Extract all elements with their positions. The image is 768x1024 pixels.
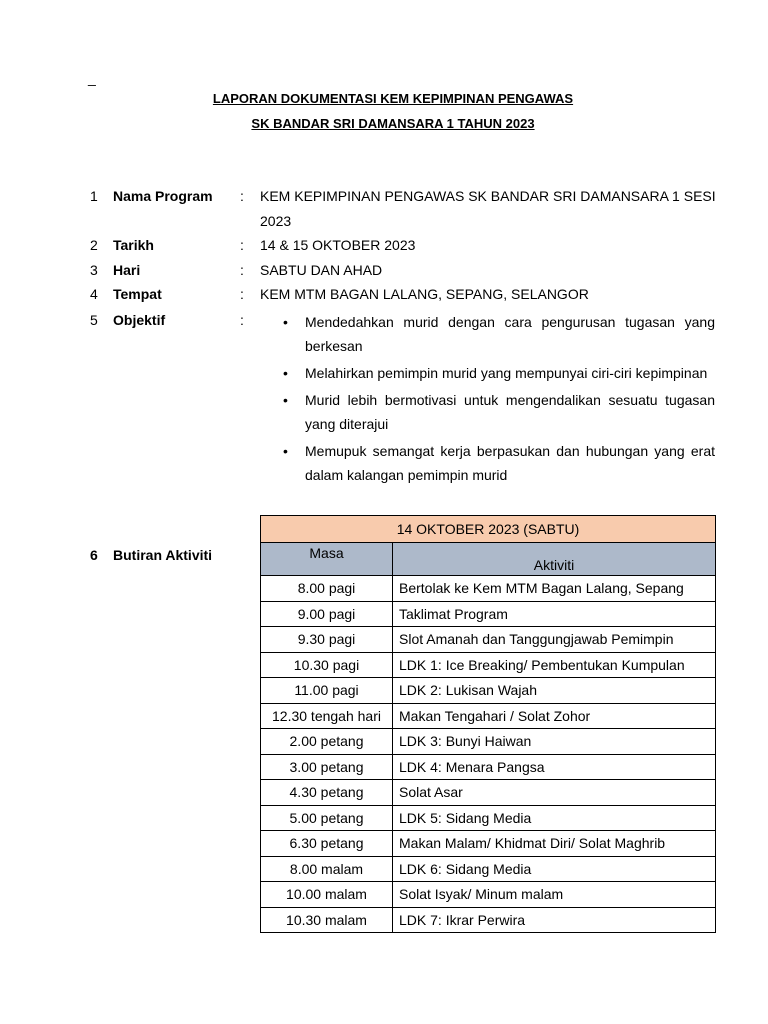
table-row	[261, 703, 716, 729]
cell-activity: LDK 1: Ice Breaking/ Pembentukan Kumpulan	[393, 652, 716, 678]
cell-time: 11.00 pagi	[261, 678, 393, 704]
cell-activity: LDK 5: Sidang Media	[393, 805, 716, 831]
value-date: 14 & 15 OKTOBER 2023	[260, 237, 416, 253]
colon: :	[240, 286, 244, 302]
objective-text: Memupuk semangat kerja berpasukan dan hubungan yang erat dalam kalangan pemimpin murid	[305, 443, 715, 483]
label-activity-details: Butiran Aktiviti	[113, 547, 213, 563]
schedule-day-header: 14 OKTOBER 2023 (SABTU)	[261, 516, 716, 543]
item-number-2: 2	[90, 237, 98, 253]
list-item	[283, 361, 715, 385]
label-program-name: Nama Program	[113, 188, 213, 204]
value-day: SABTU DAN AHAD	[260, 262, 383, 278]
table-row	[261, 754, 716, 780]
table-row	[261, 601, 716, 627]
colon: :	[240, 262, 244, 278]
label-objectives: Objektif	[113, 312, 166, 328]
cell-time: 12.30 tengah hari	[261, 703, 393, 729]
cell-time: 3.00 petang	[261, 754, 393, 780]
cell-activity: Taklimat Program	[393, 601, 716, 627]
cell-activity: LDK 7: Ikrar Perwira	[393, 907, 716, 933]
label-day: Hari	[113, 262, 141, 278]
column-header-time: Masa	[261, 543, 393, 576]
table-row	[261, 729, 716, 755]
objectives-list	[283, 310, 715, 490]
list-item	[283, 388, 715, 436]
table-row	[261, 576, 716, 602]
table-row	[261, 627, 716, 653]
table-row	[261, 678, 716, 704]
cell-time: 8.00 malam	[261, 856, 393, 882]
bullet-icon: •	[283, 314, 288, 330]
cell-activity: LDK 4: Menara Pangsa	[393, 754, 716, 780]
column-header-activity: Aktiviti	[393, 543, 716, 576]
cell-time: 4.30 petang	[261, 780, 393, 806]
label-venue: Tempat	[113, 286, 162, 302]
cell-activity: Slot Amanah dan Tanggungjawab Pemimpin	[393, 627, 716, 653]
bullet-icon: •	[283, 365, 288, 381]
cell-activity: Bertolak ke Kem MTM Bagan Lalang, Sepang	[393, 576, 716, 602]
table-row	[261, 882, 716, 908]
objective-text: Murid lebih bermotivasi untuk mengendalikan sesuatu tugasan yang diterajui	[305, 392, 715, 432]
item-number-1: 1	[90, 188, 98, 204]
objective-text: Melahirkan pemimpin murid yang mempunyai ciri-ciri kepimpinan	[305, 365, 708, 381]
item-number-4: 4	[90, 286, 98, 302]
item-number-5: 5	[90, 312, 98, 328]
table-row	[261, 780, 716, 806]
colon: :	[240, 237, 244, 253]
cell-activity: Makan Malam/ Khidmat Diri/ Solat Maghrib	[393, 831, 716, 857]
bullet-icon: •	[283, 392, 288, 408]
objective-text: Mendedahkan murid dengan cara pengurusan tugasan yang berkesan	[305, 314, 715, 354]
cell-time: 5.00 petang	[261, 805, 393, 831]
list-item	[283, 310, 715, 358]
table-row	[261, 907, 716, 933]
cell-time: 10.30 malam	[261, 907, 393, 933]
table-row	[261, 805, 716, 831]
cell-activity: LDK 3: Bunyi Haiwan	[393, 729, 716, 755]
cell-time: 8.00 pagi	[261, 576, 393, 602]
colon: :	[240, 312, 244, 328]
item-number-3: 3	[90, 262, 98, 278]
activity-schedule-table	[260, 515, 716, 933]
cell-time: 9.30 pagi	[261, 627, 393, 653]
cell-activity: LDK 2: Lukisan Wajah	[393, 678, 716, 704]
bullet-icon: •	[283, 443, 288, 459]
cell-activity: Solat Asar	[393, 780, 716, 806]
value-program-name: KEM KEPIMPINAN PENGAWAS SK BANDAR SRI DAMANSARA 1 SESI 2023	[260, 188, 716, 229]
cell-activity: LDK 6: Sidang Media	[393, 856, 716, 882]
list-item	[283, 439, 715, 487]
top-dash: _	[88, 70, 96, 86]
label-date: Tarikh	[113, 237, 154, 253]
cell-time: 2.00 petang	[261, 729, 393, 755]
item-number-6: 6	[90, 547, 98, 563]
cell-activity: Makan Tengahari / Solat Zohor	[393, 703, 716, 729]
table-row	[261, 856, 716, 882]
table-row	[261, 831, 716, 857]
value-venue: KEM MTM BAGAN LALANG, SEPANG, SELANGOR	[260, 286, 589, 302]
document-title: LAPORAN DOKUMENTASI KEM KEPIMPINAN PENGAWAS	[212, 91, 574, 106]
cell-time: 9.00 pagi	[261, 601, 393, 627]
cell-time: 10.00 malam	[261, 882, 393, 908]
cell-time: 10.30 pagi	[261, 652, 393, 678]
colon: :	[240, 188, 244, 204]
cell-activity: Solat Isyak/ Minum malam	[393, 882, 716, 908]
document-subtitle: SK BANDAR SRI DAMANSARA 1 TAHUN 2023	[251, 116, 535, 131]
table-row	[261, 652, 716, 678]
cell-time: 6.30 petang	[261, 831, 393, 857]
